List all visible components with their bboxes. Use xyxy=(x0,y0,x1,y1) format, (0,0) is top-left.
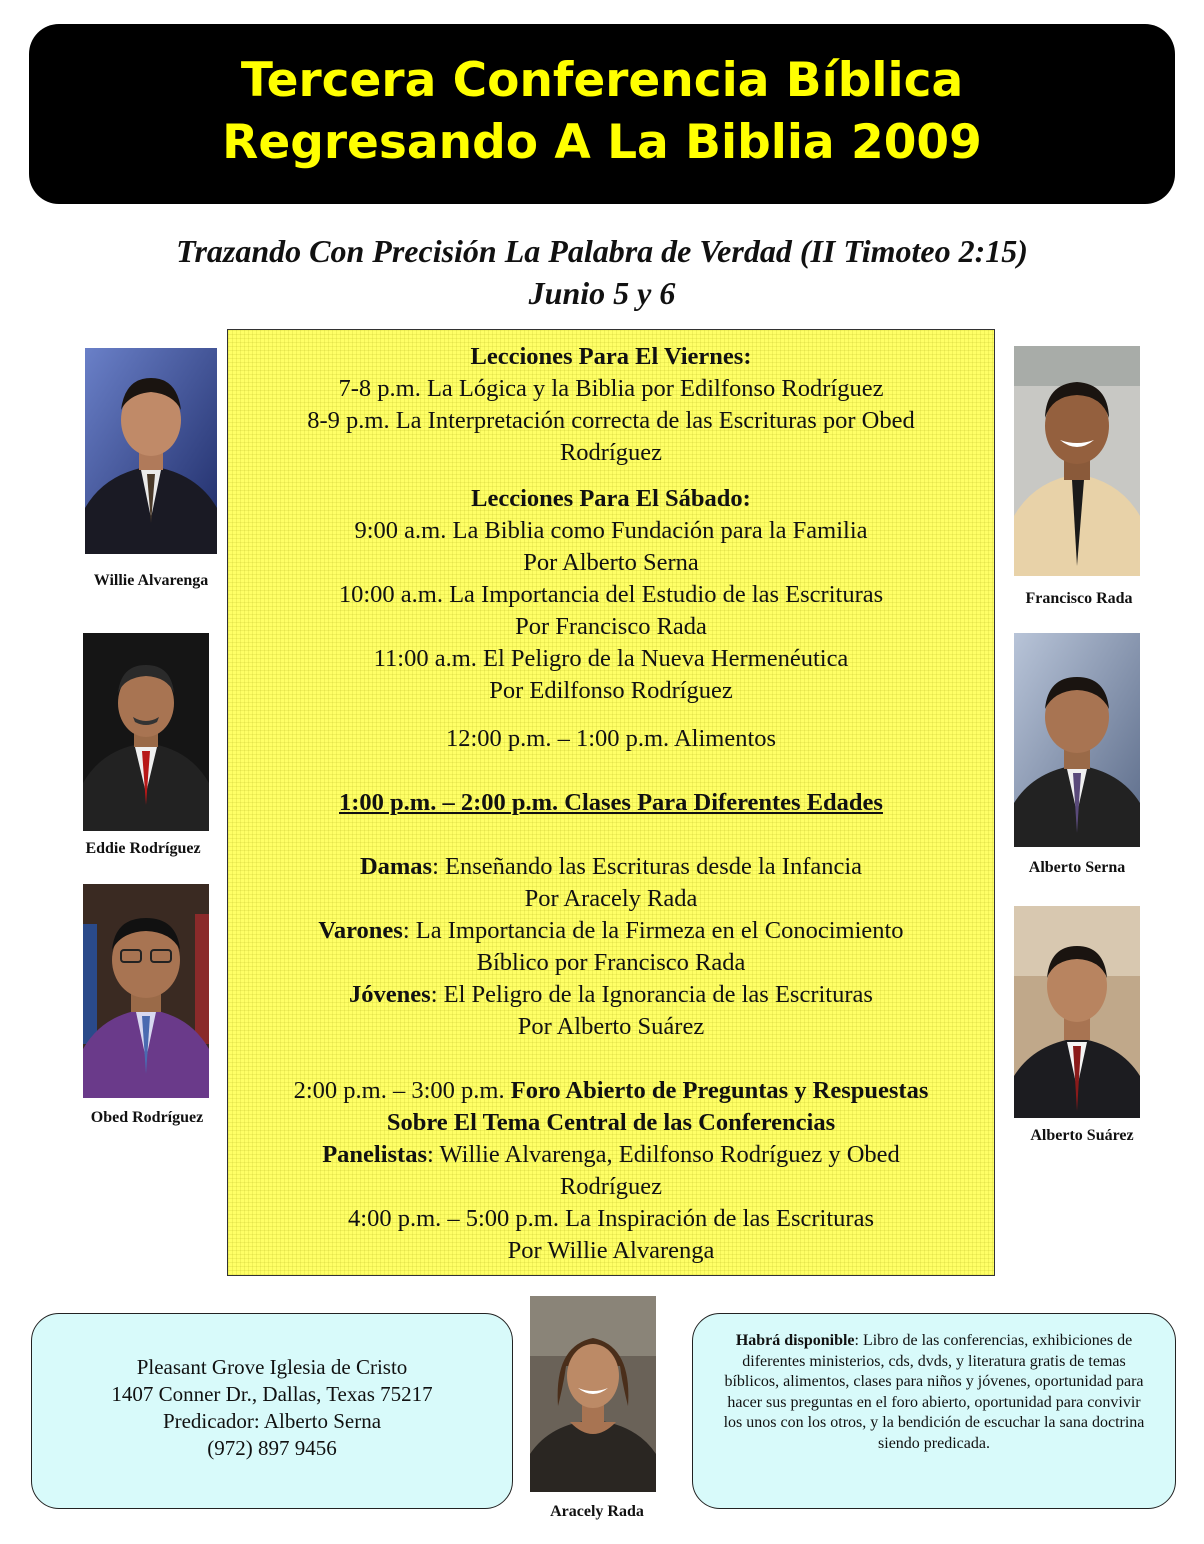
foro-line: 2:00 p.m. – 3:00 p.m. Foro Abierto de Preguntas y Respuestas xyxy=(293,1077,929,1104)
caption-alberto-serna: Alberto Serna xyxy=(1028,859,1126,876)
church-name: Pleasant Grove Iglesia de Cristo xyxy=(136,1355,408,1379)
class-jovenes: Jóvenes: El Peligro de la Ignorancia de las Escrituras xyxy=(349,981,873,1008)
photo-obed-rodriguez xyxy=(83,884,209,1098)
title-line-2: Regresando A La Biblia 2009 xyxy=(222,115,982,170)
title-banner xyxy=(29,24,1175,204)
church-address: 1407 Conner Dr., Dallas, Texas 75217 xyxy=(111,1382,433,1406)
title-line-1: Tercera Conferencia Bíblica xyxy=(240,53,964,108)
phone-number: (972) 897 9456 xyxy=(207,1436,337,1460)
foro-line-2: Sobre El Tema Central de las Conferencias xyxy=(386,1109,836,1136)
friday-line: 7-8 p.m. La Lógica y la Biblia por Edilfonso Rodríguez xyxy=(338,375,884,402)
caption-willie-alvarenga: Willie Alvarenga xyxy=(93,572,209,589)
saturday-line: 11:00 a.m. El Peligro de la Nueva Hermenéutica xyxy=(373,645,849,672)
photo-alberto-serna xyxy=(1014,633,1140,847)
photo-francisco-rada xyxy=(1014,346,1140,576)
schedule-box xyxy=(227,329,995,1276)
photo-alberto-suarez xyxy=(1014,906,1140,1118)
saturday-line: 10:00 a.m. La Importancia del Estudio de las Escrituras xyxy=(338,581,884,608)
saturday-line: 9:00 a.m. La Biblia como Fundación para la Familia xyxy=(354,517,868,544)
photo-aracely-rada xyxy=(530,1296,656,1492)
caption-aracely-rada: Aracely Rada xyxy=(550,1503,644,1520)
friday-heading: Lecciones Para El Viernes: xyxy=(470,343,752,370)
event-dates: Junio 5 y 6 xyxy=(528,275,676,311)
panelists-2: Rodríguez xyxy=(559,1173,663,1200)
caption-obed-rodriguez: Obed Rodríguez xyxy=(90,1109,204,1126)
panelists: Panelistas: Willie Alvarenga, Edilfonso Rodríguez y Obed xyxy=(322,1141,900,1168)
subtitle: Trazando Con Precisión La Palabra de Verdad (II Timoteo 2:15) xyxy=(176,233,1028,269)
class-damas-by: Por Aracely Rada xyxy=(524,885,698,912)
info-box xyxy=(692,1313,1176,1509)
info-text: : Libro de las conferencias, exhibiciones de diferentes ministerios, cds, dvds, y literatura gratis de temas bíblicos, alimentos, clases para niños y jóvenes, oportunidad para hacer sus preguntas en el foro abierto, oportunidad para convivir los unos con los otros, y la bendición de escuchar la sana doctrina siendo predicada. xyxy=(723,1332,1145,1452)
final-lecture: 4:00 p.m. – 5:00 p.m. La Inspiración de las Escrituras xyxy=(348,1205,874,1232)
caption-eddie-rodriguez: Eddie Rodríguez xyxy=(85,840,201,857)
saturday-line: Por Alberto Serna xyxy=(523,549,699,576)
saturday-line: Por Edilfonso Rodríguez xyxy=(489,677,733,704)
final-lecture-by: Por Willie Alvarenga xyxy=(507,1237,715,1264)
class-damas: Damas: Enseñando las Escrituras desde la Infancia xyxy=(359,853,863,880)
saturday-line: Por Francisco Rada xyxy=(515,613,707,640)
caption-alberto-suarez: Alberto Suárez xyxy=(1030,1127,1134,1144)
saturday-heading: Lecciones Para El Sábado: xyxy=(471,485,751,512)
location-box xyxy=(31,1313,513,1509)
photo-willie-alvarenga xyxy=(85,348,217,554)
class-jovenes-by: Por Alberto Suárez xyxy=(517,1013,705,1040)
info-label: Habrá disponible xyxy=(735,1332,855,1349)
caption-francisco-rada: Francisco Rada xyxy=(1025,590,1133,607)
photo-eddie-rodriguez xyxy=(83,633,209,831)
class-varones-by: Bíblico por Francisco Rada xyxy=(476,949,746,976)
class-varones: Varones: La Importancia de la Firmeza en el Conocimiento xyxy=(318,917,904,944)
subtitle-block xyxy=(0,230,1204,314)
classes-heading: 1:00 p.m. – 2:00 p.m. Clases Para Diferentes Edades xyxy=(339,789,883,816)
lunch-line: 12:00 p.m. – 1:00 p.m. Alimentos xyxy=(445,725,777,752)
friday-line: Rodríguez xyxy=(559,439,663,466)
friday-line: 8-9 p.m. La Interpretación correcta de las Escrituras por Obed xyxy=(307,407,915,434)
preacher: Predicador: Alberto Serna xyxy=(162,1409,382,1433)
